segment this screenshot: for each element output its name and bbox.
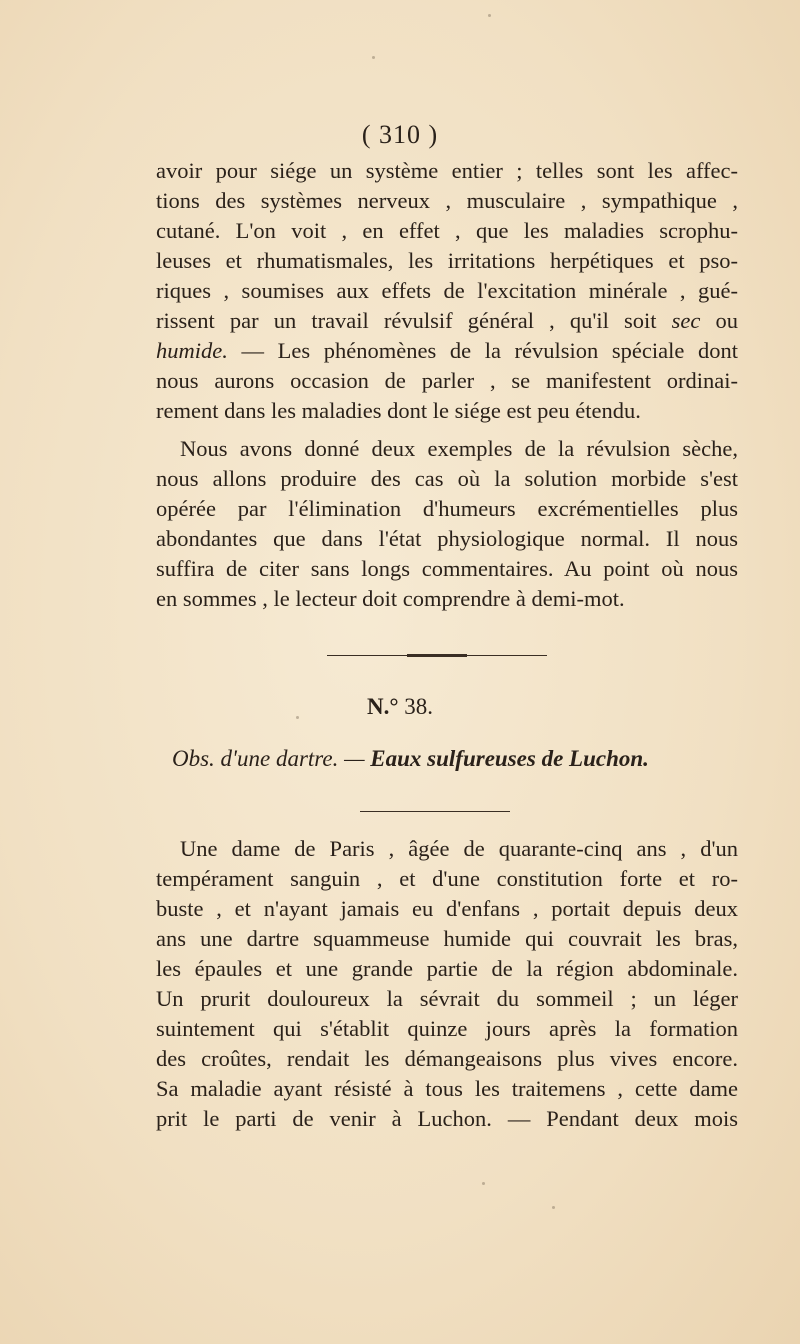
section-number-value: 38. (404, 694, 434, 719)
page-number: ( 310 ) (361, 120, 439, 149)
text-line: les épaules et une grande partie de la région abdominale. (156, 956, 738, 981)
text-line: riques , soumises aux effets de l'excitation minérale , gué- (156, 278, 738, 303)
section-divider-bottom (360, 811, 510, 812)
paper-speck (552, 1206, 555, 1209)
text-line: Un prurit douloureux la sévrait du sommeil ; un léger (156, 986, 738, 1011)
section-number (0, 694, 800, 720)
text-line: des croûtes, rendait les démangeaisons plus vives encore. (156, 1046, 738, 1071)
text-line: opérée par l'élimination d'humeurs excrémentielles plus (156, 496, 738, 521)
section-divider-top (327, 655, 547, 656)
text-line: buste , et n'ayant jamais eu d'enfans , portait depuis deux (156, 896, 738, 921)
paragraph-revulsion (156, 434, 738, 614)
text-line: tions des systèmes nerveux , musculaire , sympathique , (156, 188, 738, 213)
paragraph-case-description (156, 834, 738, 1134)
paper-speck (372, 56, 375, 59)
text-line-with-italic (156, 306, 738, 336)
text-line: suffira de citer sans longs commentaires. Au point où nous (156, 556, 738, 581)
italic-word-humide: humide. (156, 338, 228, 363)
subtitle-observation: Obs. d'une dartre. — (172, 746, 365, 771)
text-line: nous allons produire des cas où la solution morbide s'est (156, 466, 738, 491)
text-line: Sa maladie ayant résisté à tous les traitemens , cette dame (156, 1076, 738, 1101)
section-number-prefix: N.° (366, 694, 399, 719)
text-line-with-italic (156, 336, 738, 366)
divider-ornament (407, 654, 467, 657)
section-subtitle (172, 746, 742, 772)
text-fragment-ou: ou (715, 308, 739, 333)
text-line: ans une dartre squammeuse humide qui couvrait les bras, (156, 926, 738, 951)
paragraph-continuation (156, 156, 738, 426)
text-line: avoir pour siége un système entier ; telles sont les affec- (156, 158, 738, 183)
text-line: cutané. L'on voit , en effet , que les maladies scrophu- (156, 218, 738, 243)
text-line: suintement qui s'établit quinze jours après la formation (156, 1016, 738, 1041)
text-line: en sommes , le lecteur doit comprendre à demi-mot. (156, 586, 625, 611)
text-line: rement dans les maladies dont le siége est peu étendu. (156, 398, 641, 423)
text-fragment: rissent par un travail révulsif général , qu'il soit (156, 308, 657, 333)
text-fragment: — Les phénomènes de la révulsion spéciale dont (241, 338, 738, 363)
text-line: Nous avons donné deux exemples de la révulsion sèche, (180, 436, 738, 461)
text-line: nous aurons occasion de parler , se manifestent ordinai- (156, 368, 738, 393)
text-line: tempérament sanguin , et d'une constitution forte et ro- (156, 866, 738, 891)
paper-speck (482, 1182, 485, 1185)
italic-word-sec: sec (671, 308, 701, 333)
paper-speck (488, 14, 491, 17)
text-line: leuses et rhumatismales, les irritations herpétiques et pso- (156, 248, 738, 273)
text-line: abondantes que dans l'état physiologique normal. Il nous (156, 526, 738, 551)
text-line: Une dame de Paris , âgée de quarante-cinq ans , d'un (180, 836, 738, 861)
subtitle-location: Eaux sulfureuses de Luchon. (370, 746, 649, 771)
text-line: prit le parti de venir à Luchon. — Pendant deux mois (156, 1106, 738, 1131)
paper-speck (296, 716, 299, 719)
